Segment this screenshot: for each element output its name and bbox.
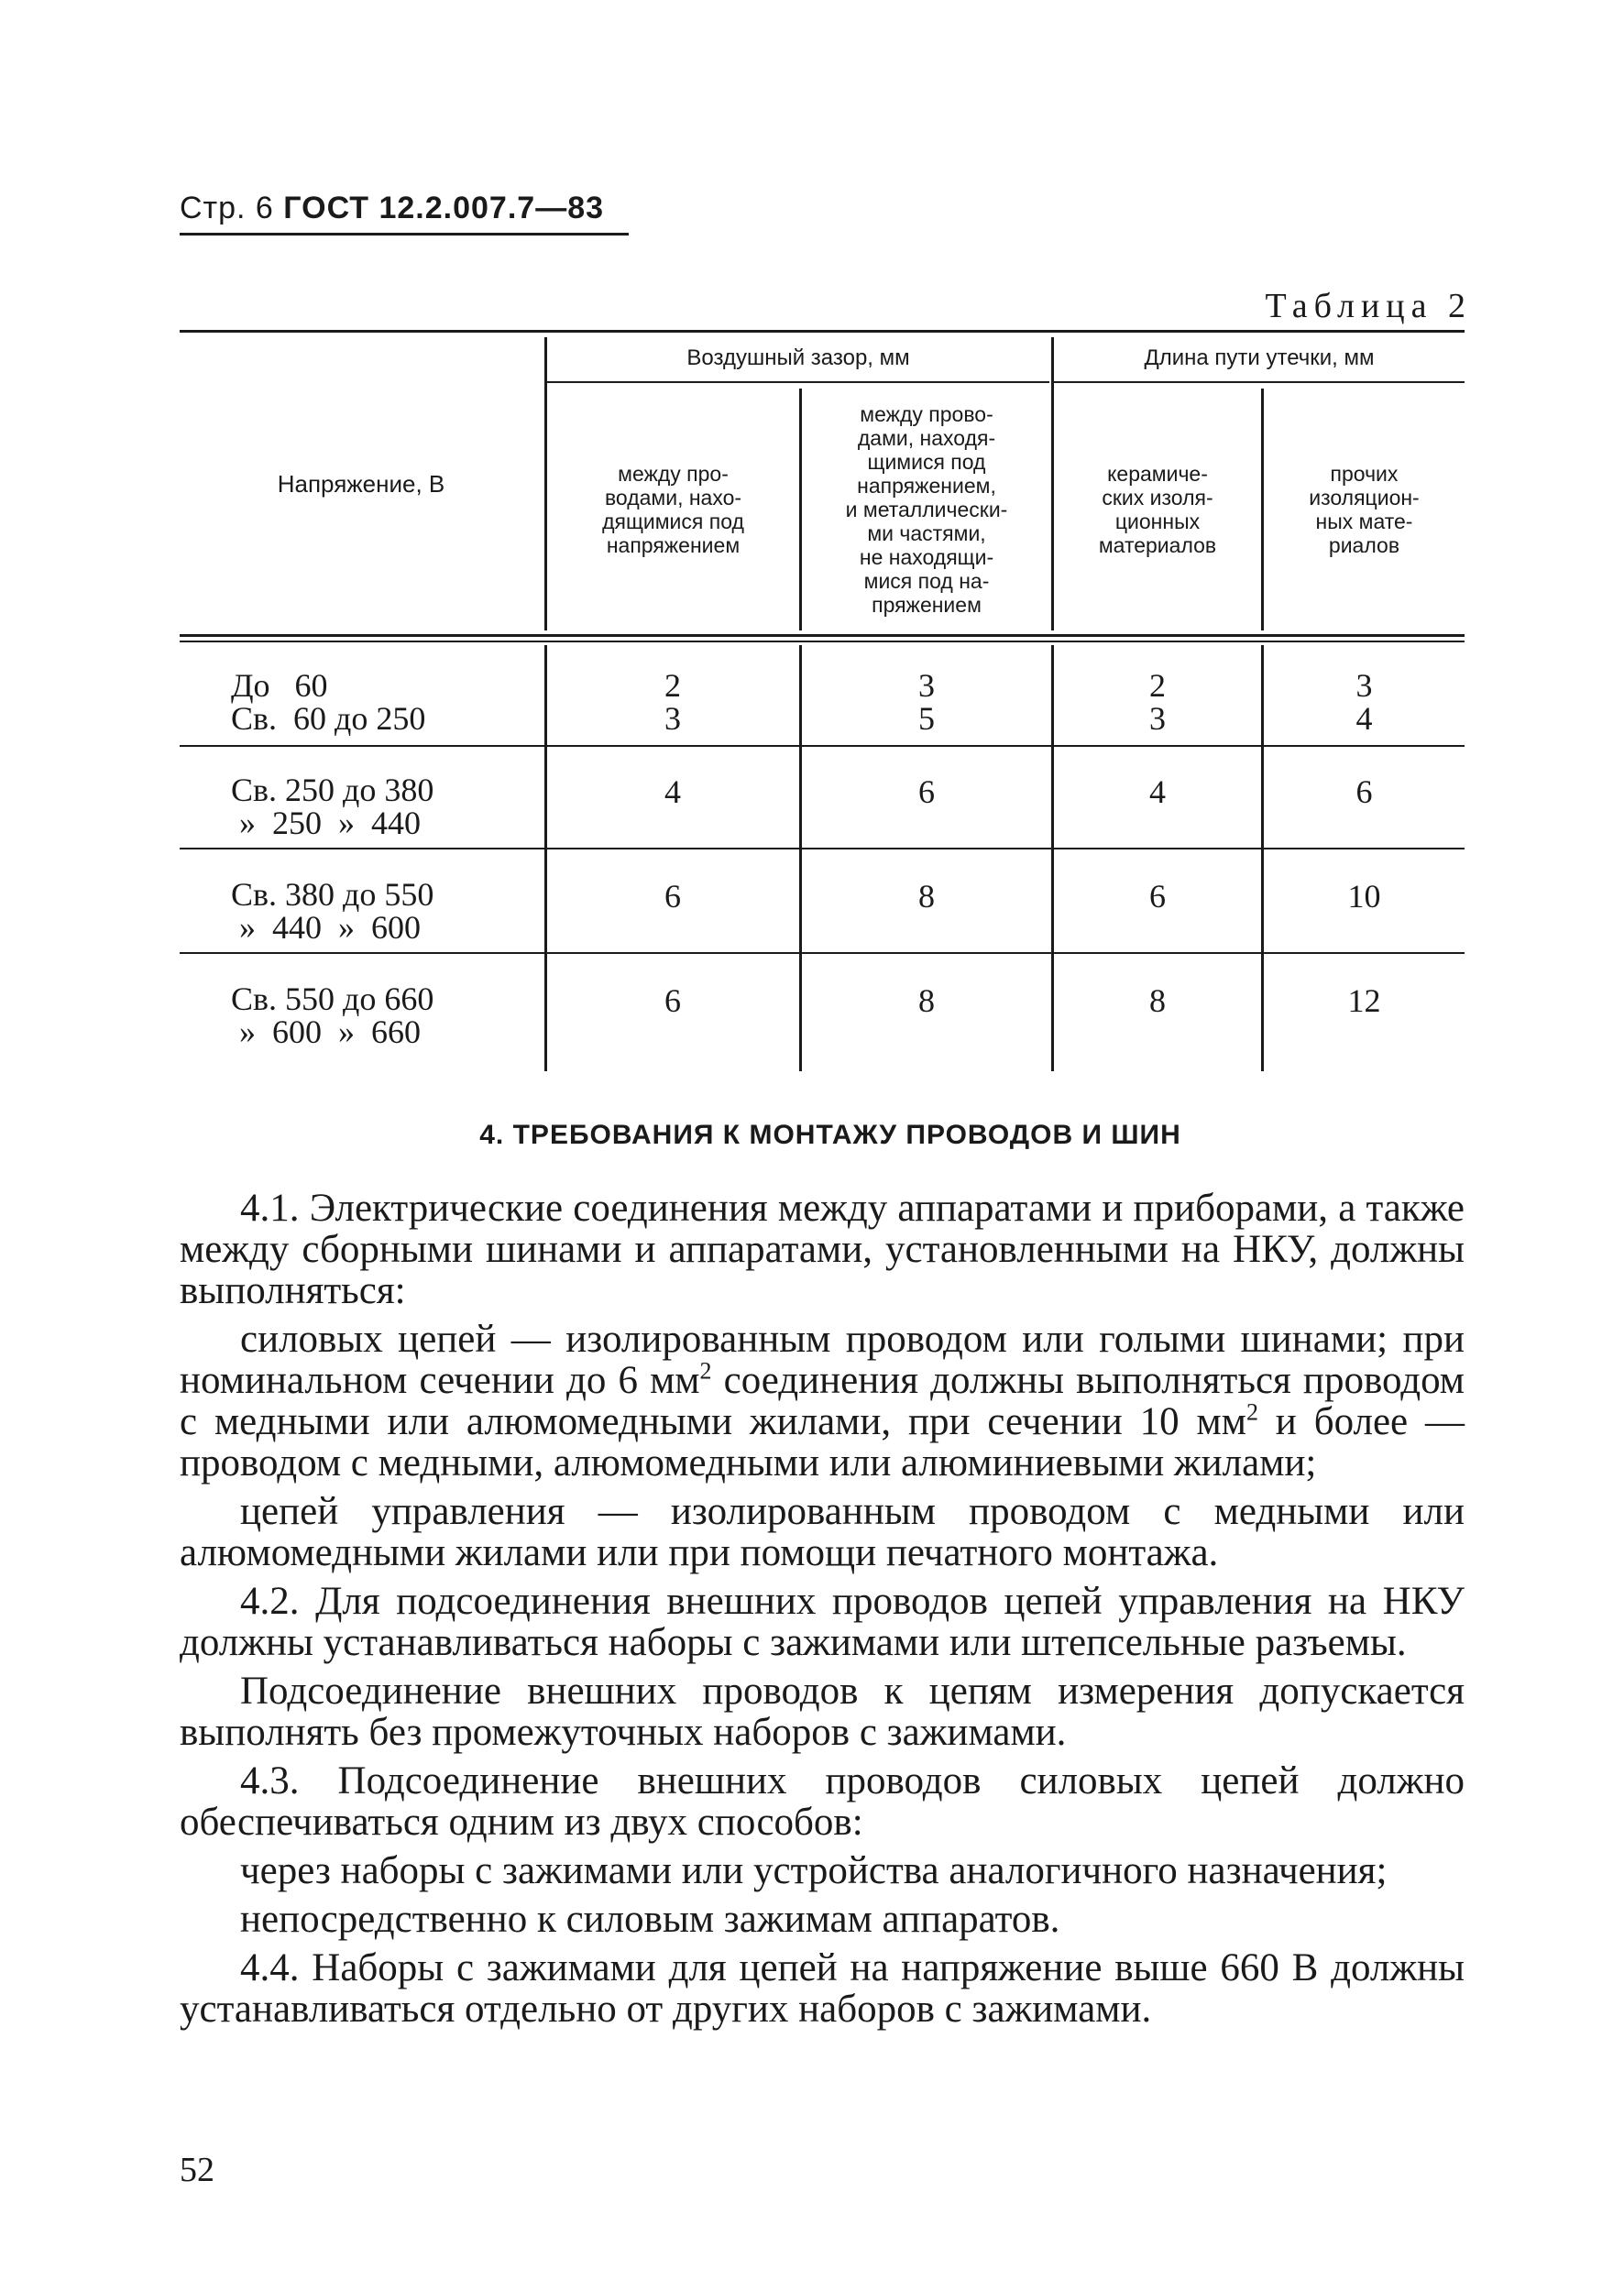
paragraph-power-circuits: силовых цепей — изолированным проводом или голыми шинами; при номинальном сечении до 6 $мм^2$ соединения должны выполняться проводом с медными или алюмомедными жилами, при сечении 10 $мм^2$ и более — проводом с медными, алюмомедными или алюминиевыми жилами;: [180, 1318, 1465, 1485]
table-top-rule: [180, 330, 1465, 333]
cell-air-gap-live: 6: [664, 982, 681, 1019]
paragraph-4-1: 4.1. Электрические соединения между аппаратами и приборами, а также между сборными шинами и аппаратами, установленными на НКУ, должны выполняться:: [180, 1187, 1465, 1312]
cell-creepage-other: 12: [1347, 982, 1381, 1019]
subheader-rule-airgap: [547, 381, 1049, 383]
cell-creepage-ceramic: 4: [1149, 773, 1166, 810]
subheader-rule-creepage: [1054, 381, 1465, 383]
cell-creepage-ceramic: 6: [1149, 878, 1166, 915]
table-caption: Таблица 2: [1265, 287, 1472, 325]
page-label: Стр. 6: [180, 191, 274, 225]
paragraph-4-3: 4.3. Подсоединение внешних проводов силовых цепей должно обеспечиваться одним из двух способов:: [180, 1759, 1465, 1844]
header-bottom-rule-2: [180, 641, 1465, 642]
header-air-gap-metal: между прово- дами, находя- щимися под напряжением, и металлически- ми частями, не находящи- мися под на- пряжением: [845, 402, 1008, 617]
paragraph-measurement: Подсоединение внешних проводов к цепям измерения допускается выполнять без промежуточных наборов с зажимами.: [180, 1670, 1465, 1754]
row-separator-1: [180, 745, 1465, 747]
cell-creepage-other: 3 4: [1355, 667, 1373, 737]
paragraph-direct: непосредственно к силовым зажимам аппаратов.: [240, 1898, 1060, 1941]
paragraph-4-4: 4.4. Наборы с зажимами для цепей на напряжение выше 660 В должны устанавливаться отдельно от других наборов с зажимами.: [180, 1946, 1465, 2031]
cell-air-gap-metal: 8: [918, 982, 935, 1019]
cell-air-gap-live: 6: [664, 878, 681, 915]
row-separator-2: [180, 848, 1465, 849]
cell-air-gap-metal: 8: [918, 878, 935, 915]
body-text: [180, 1188, 1465, 2037]
page-number: 52: [180, 2151, 214, 2189]
cell-air-gap-live: 2 3: [664, 667, 681, 737]
cell-creepage-other: 6: [1355, 773, 1373, 810]
row-voltage-label: Св. 380 до 550 » 440 » 600: [231, 876, 434, 946]
header-rule: [180, 233, 629, 236]
cell-creepage-ceramic: 8: [1149, 982, 1166, 1019]
row-voltage-label: Св. 550 до 660 » 600 » 660: [231, 981, 434, 1050]
header-creepage: Длина пути утечки, мм: [1144, 345, 1375, 370]
header-air-gap-live: между про- водами, нахо- дящимися под напряжением: [602, 462, 744, 557]
header-creepage-other: прочих изоляцион- ных мате- риалов: [1309, 462, 1420, 557]
cell-creepage-other: 10: [1347, 878, 1381, 915]
paragraph-control-circuits: цепей управления — изолированным проводом с медными или алюмомедными жилами или при помощи печатного монтажа.: [180, 1490, 1465, 1574]
standard-code: ГОСТ 12.2.007.7—83: [283, 191, 605, 225]
row-voltage-label: До 60 Св. 60 до 250: [231, 667, 426, 737]
row-separator-3: [180, 952, 1465, 954]
paragraph-4-2: 4.2. Для подсоединения внешних проводов цепей управления на НКУ должны устанавливаться наборы с зажимами или штепсельные разъемы.: [180, 1580, 1465, 1664]
cell-air-gap-metal: 6: [918, 773, 935, 810]
cell-creepage-ceramic: 2 3: [1149, 667, 1166, 737]
header-bottom-rule: [180, 634, 1465, 637]
header-voltage: Напряжение, В: [277, 470, 445, 498]
paragraph-via-terminals: через наборы с зажимами или устройства аналогичного назначения;: [240, 1849, 1388, 1892]
cell-air-gap-metal: 3 5: [918, 667, 935, 737]
cell-air-gap-live: 4: [664, 773, 681, 810]
header-creepage-ceramic: керамиче- ских изоля- ционных материалов: [1098, 462, 1217, 557]
section-title: 4. ТРЕБОВАНИЯ К МОНТАЖУ ПРОВОДОВ И ШИН: [479, 1120, 1181, 1150]
row-voltage-label: Св. 250 до 380 » 250 » 440: [231, 772, 434, 841]
header-air-gap: Воздушный зазор, мм: [686, 345, 910, 370]
page-header: [180, 191, 604, 226]
